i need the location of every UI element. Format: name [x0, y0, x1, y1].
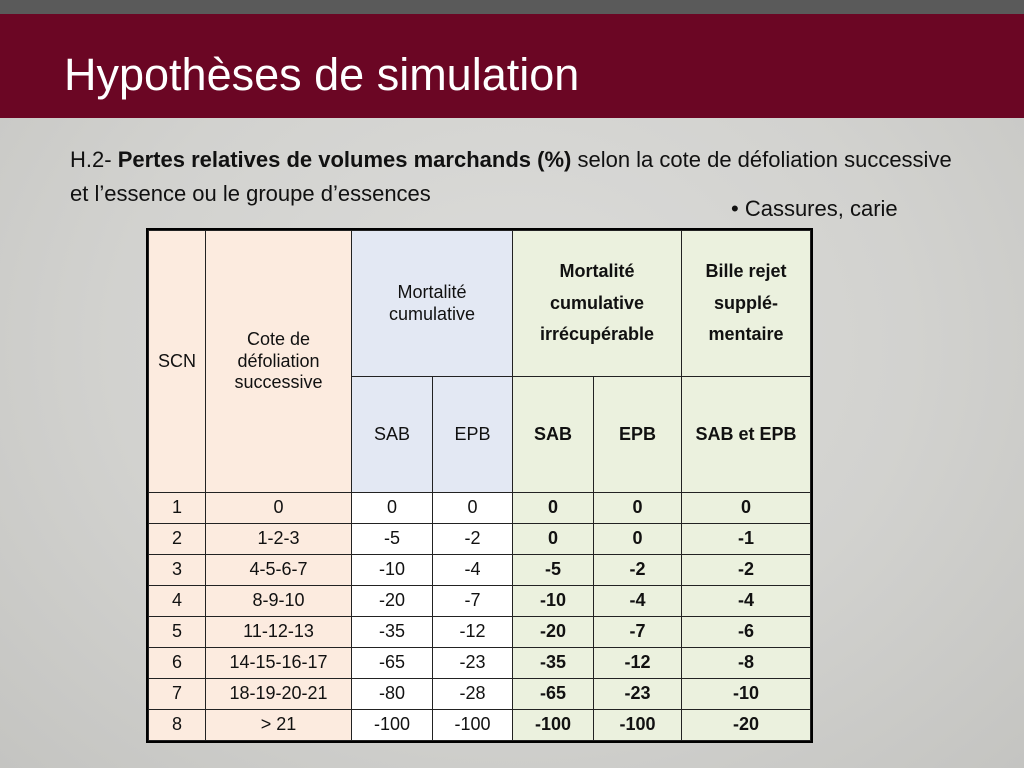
header-bille: Bille rejet supplé-mentaire	[682, 231, 811, 377]
table-row	[149, 586, 811, 617]
cell-scn: 1	[149, 493, 206, 524]
cell-mort-epb: -12	[433, 617, 513, 648]
cell-mort-sab: -35	[352, 617, 433, 648]
cell-cote: 4-5-6-7	[206, 555, 352, 586]
cell-bille: -1	[682, 524, 811, 555]
bullet-icon: •	[731, 196, 745, 221]
cell-scn: 6	[149, 648, 206, 679]
table-row	[149, 648, 811, 679]
cell-bille: -10	[682, 679, 811, 710]
header-irr-sab: SAB	[513, 377, 594, 493]
cell-mort-epb: -23	[433, 648, 513, 679]
cell-mort-epb: -100	[433, 710, 513, 741]
table-row	[149, 617, 811, 648]
cell-irr-sab: -10	[513, 586, 594, 617]
cell-irr-sab: 0	[513, 493, 594, 524]
cell-mort-sab: -10	[352, 555, 433, 586]
cell-bille: -6	[682, 617, 811, 648]
bullet-item	[731, 193, 898, 225]
header-scn: SCN	[149, 231, 206, 493]
cell-mort-sab: -65	[352, 648, 433, 679]
slide-title: Hypothèses de simulation	[64, 49, 580, 100]
cell-bille: -20	[682, 710, 811, 741]
cell-irr-epb: -7	[594, 617, 682, 648]
cell-scn: 8	[149, 710, 206, 741]
cell-bille: 0	[682, 493, 811, 524]
header-irrecuperable: Mortalité cumulative irrécupérable	[513, 231, 682, 377]
header-irr-epb: EPB	[594, 377, 682, 493]
cell-irr-epb: -2	[594, 555, 682, 586]
cell-scn: 7	[149, 679, 206, 710]
cell-mort-sab: -20	[352, 586, 433, 617]
cell-cote: 8-9-10	[206, 586, 352, 617]
table-row	[149, 710, 811, 741]
header-mortalite: Mortalité cumulative	[352, 231, 513, 377]
cell-irr-epb: -23	[594, 679, 682, 710]
cell-scn: 5	[149, 617, 206, 648]
cell-scn: 3	[149, 555, 206, 586]
cell-mort-sab: -5	[352, 524, 433, 555]
cell-irr-sab: -100	[513, 710, 594, 741]
cell-cote: 11-12-13	[206, 617, 352, 648]
top-strip	[0, 0, 1024, 14]
table-body	[149, 493, 811, 741]
losses-table	[148, 230, 811, 741]
cell-irr-epb: -4	[594, 586, 682, 617]
cell-cote: 0	[206, 493, 352, 524]
cell-irr-sab: -65	[513, 679, 594, 710]
cell-mort-sab: 0	[352, 493, 433, 524]
cell-cote: 1-2-3	[206, 524, 352, 555]
table-row	[149, 524, 811, 555]
cell-cote: 14-15-16-17	[206, 648, 352, 679]
cell-irr-sab: -5	[513, 555, 594, 586]
cell-mort-sab: -100	[352, 710, 433, 741]
header-row-1	[149, 231, 811, 377]
header-cote: Cote de défoliation successive	[206, 231, 352, 493]
cell-scn: 4	[149, 586, 206, 617]
cell-bille: -8	[682, 648, 811, 679]
cell-cote: > 21	[206, 710, 352, 741]
header-mort-epb: EPB	[433, 377, 513, 493]
cell-mort-epb: -7	[433, 586, 513, 617]
cell-mort-sab: -80	[352, 679, 433, 710]
table-row	[149, 679, 811, 710]
cell-mort-epb: -2	[433, 524, 513, 555]
header-sab-et-epb: SAB et EPB	[682, 377, 811, 493]
cell-irr-epb: -100	[594, 710, 682, 741]
cell-irr-epb: 0	[594, 493, 682, 524]
subtitle-suffix: selon la cote de défoliation successive et l’essence ou le groupe d’essences	[70, 147, 952, 206]
cell-cote: 18-19-20-21	[206, 679, 352, 710]
header-mort-sab: SAB	[352, 377, 433, 493]
table-row	[149, 555, 811, 586]
cell-irr-sab: -20	[513, 617, 594, 648]
cell-mort-epb: -28	[433, 679, 513, 710]
bullet-text: Cassures, carie	[744, 196, 898, 221]
cell-bille: -4	[682, 586, 811, 617]
subtitle-bold: Pertes relatives de volumes marchands (%)	[117, 147, 572, 172]
cell-irr-epb: 0	[594, 524, 682, 555]
cell-irr-epb: -12	[594, 648, 682, 679]
cell-mort-epb: 0	[433, 493, 513, 524]
cell-irr-sab: 0	[513, 524, 594, 555]
cell-irr-sab: -35	[513, 648, 594, 679]
cell-scn: 2	[149, 524, 206, 555]
cell-mort-epb: -4	[433, 555, 513, 586]
table-row	[149, 493, 811, 524]
cell-bille: -2	[682, 555, 811, 586]
subtitle-prefix: H.2-	[70, 147, 118, 172]
